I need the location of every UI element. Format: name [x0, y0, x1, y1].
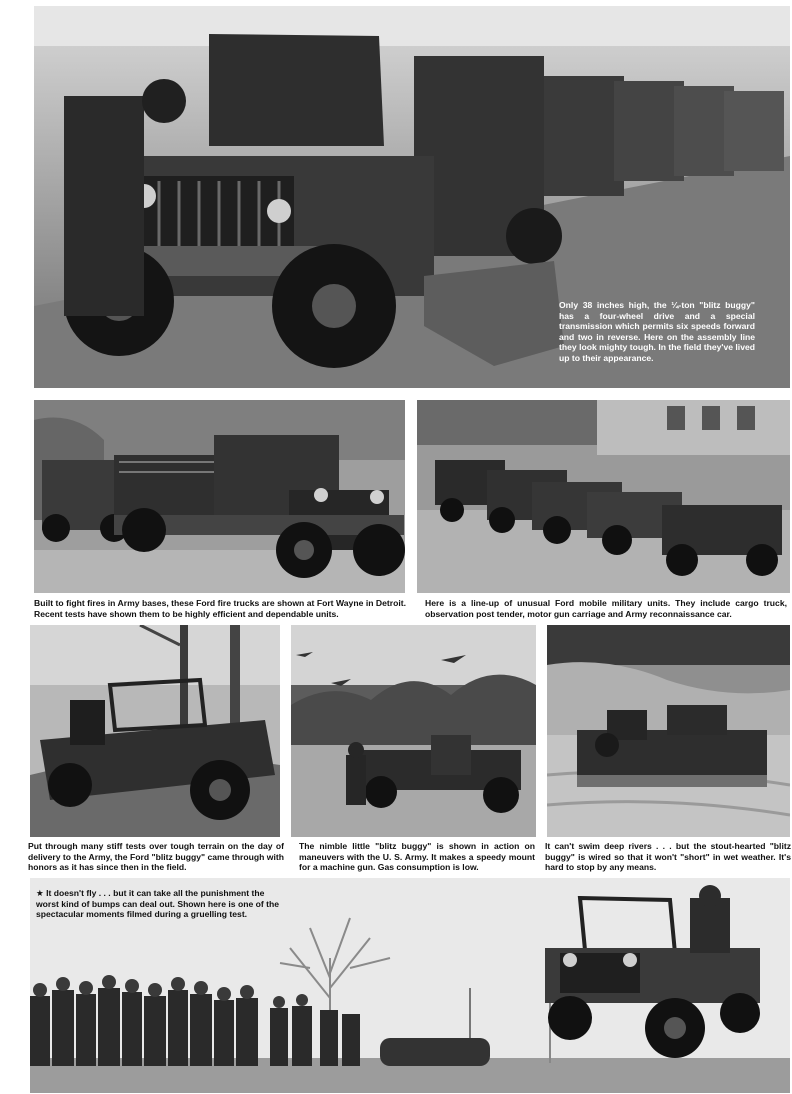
photo-lineup [417, 400, 790, 593]
caption-terrain: Put through many stiff tests over tough terrain on the day of delivery to the Army, the Ford "blitz buggy" came through with honors as it has since then in the field. [28, 841, 284, 872]
caption-fire-trucks: Built to fight fires in Army bases, these Ford fire trucks are shown at Fort Wayne in Detroit. Recent tests have shown them to be highly efficient and dependable units. [34, 598, 406, 619]
photo-fire-trucks [34, 400, 405, 593]
caption-maneuvers: The nimble little "blitz buggy" is shown in action on maneuvers with the U. S. Army. It makes a speedy mount for a machine gun. Gas consumption is low. [299, 841, 535, 872]
photo-terrain [30, 625, 280, 837]
photo-rivers [547, 625, 790, 837]
caption-lineup: Here is a line-up of unusual Ford mobile military units. They include cargo truck, observation post tender, motor gun carriage and Army reconnaissance car. [425, 598, 787, 619]
photo-maneuvers [291, 625, 536, 837]
caption-rivers: It can't swim deep rivers . . . but the stout-hearted "blitz buggy" is wired so that it won't "short" in wet weather. It's hard to stop by any means. [545, 841, 791, 872]
caption-assembly-line: Only 38 inches high, the ¼-ton "blitz buggy" has a four-wheel drive and a special transmission which permits six speeds forward and two in reverse. Here on the assembly line they look mighty tough. In the field they've lived up to their appearance. [559, 300, 755, 363]
caption-flying-jeep: ★ It doesn't fly . . . but it can take all the punishment the worst kind of bumps can deal out. Shown here is one of the spectacular moments filmed during a gruelling test. [36, 888, 280, 919]
